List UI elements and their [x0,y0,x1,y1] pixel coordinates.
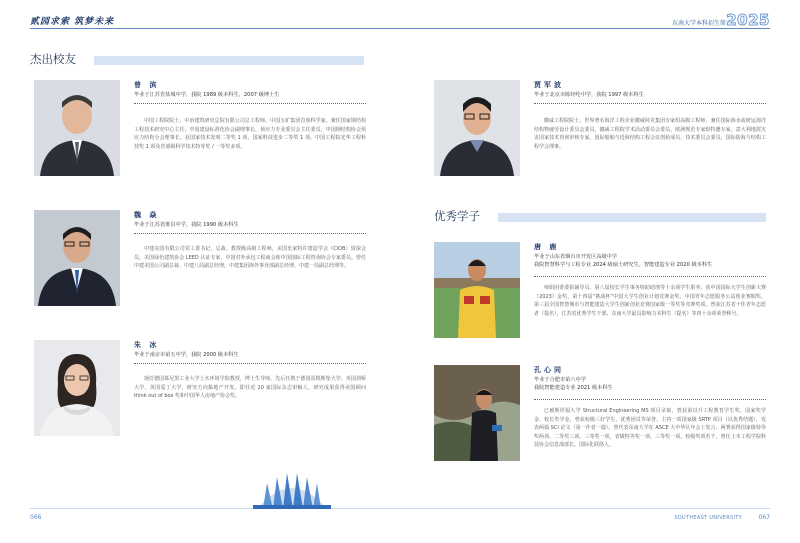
section-title: 杰出校友 [30,52,76,66]
person-meta: 毕业于合肥市第六中学 我院智能建造专业 2021 级本科生 [534,377,613,391]
header-book-title: 东南大学本科招生简章 [671,20,732,27]
person-name: 唐 鹿 [534,243,560,251]
person-photo [434,80,520,176]
person-bio: 已被斯坦福大学 Structural Engineering MS 项目录取，曾获第以升工程教育学生奖、国家奖学金、校长奖学金，曾获校级三好学生、优秀团员等荣誉。主持一项国家级 SRTP 项目（以优秀结题），发表两篇 SCI 论文（第一作者一篇）。曾代表东南大学在 ASCE 大中华区年会上发言，两赛获得国家级特等奖两项、二等奖三项、三等奖一项，省级特等奖一项、三等奖一项，校级奖项若干，曾任土木工程学院科技协会信息部部长、国际化联络人。 [534,408,766,449]
person-photo [34,80,120,176]
person-photo [434,242,520,338]
portrait-icon [434,365,520,461]
footer-rule [400,508,770,509]
person-name: 魏 焱 [134,211,160,219]
section-heading-alumni [30,54,400,66]
portrait-icon [34,340,120,436]
person-meta: 毕业于山东省烟台市开发区高级中学 我院智慧科学与工程专业 2024 级硕士研究生，智能建造专业 2020 级本科生 [534,254,713,268]
dotted-divider [534,103,766,104]
person-photo [434,365,520,461]
person-photo [34,210,120,306]
dotted-divider [134,103,366,104]
page-number: 066 [30,514,42,521]
person-bio: 中建美国有限公司党工委书记、总裁。教授级高级工程师，美国皇家特许建造学会（CIOB）资深会员，美国绿色建筑协会 LEED 认证专家，中国对外承包工程商会和中国国际工程咨询协会专家委员。曾任中建美国公司副总裁、中建八局副总经理，中建集团海外事业部副总经理、中建一局副总经理等。 [134,246,366,270]
person-bio: 徽威工程院院士，世界著名海洋工程企业徽威阿克集团专家组高级工程师，兼任国际海水或研运海洋结构物疲劳设计委员会委员，挪威工程院学术活动委员会委员、欧洲规范专家组特邀专家，意大利地震灾害国家技术咨询审核专家，国际船舶与近海结构工程会议创始成员，技术委员会委员，国际防海与结构工程学会理事。 [534,118,766,150]
section-bar [498,213,766,222]
dotted-divider [534,276,766,277]
portrait-icon [434,80,520,176]
person-meta: 毕业于南京市第五中学，我院 2000 级本科生 [134,352,239,358]
footer-rule [30,508,400,509]
person-bio: 现任德国慕尼黑工业大学土木环境学院教授，博士生导师。先后任教于德国雷根斯堡大学、英国剑桥大学、英国爱丁大学，研究方向黏地产开发。即任近 20 家国际杂志审稿人，研究成果获得美国顾问 think out of box 奖和中国华人房地产协会奖。 [134,376,366,400]
page-number: 067 [758,514,770,521]
dotted-divider [134,363,366,364]
section-bar [94,56,364,65]
person-meta: 毕业于江苏省盐城中学，我院 1989 级本科生，2007 级博士生 [134,92,280,98]
portrait-icon [34,80,120,176]
person-bio: 师姐团委委影铺导员、第八届校长学生事务特助助理等十余项学生职务；获中国国际大学生创新大赛（2023）金奖、第十四届“挑战杯”中国大学生创业计划竞赛金奖、中国青年志愿服务公益创业赛铜奖、第三届全国智慧城市与智能建造大学生创新创业竞赛国家级一等奖等竞赛奖项。曾获江苏省十佳青年志愿者（提名），江苏省优秀学生干部、东南大学最具影响力本科生（提名）等四十余项荣誉称号。 [534,285,766,317]
section-heading-students [434,211,800,223]
portrait-icon [34,210,120,306]
portrait-icon [434,242,520,338]
header-motto: 贰园求索 筑梦未来 [30,17,115,27]
person-photo [34,340,120,436]
footer-university: SOUTHEAST UNIVERSITY [674,515,742,521]
person-name: 孔心同 [534,366,564,374]
person-name: 曾 滨 [134,81,160,89]
fan-emblem-icon [253,469,331,509]
person-meta: 毕业于北京市陈经纶中学，我院 1997 级本科生 [534,92,644,98]
person-name: 朱 冰 [134,341,160,349]
header-rule [400,28,770,29]
header-rule [30,28,400,29]
dotted-divider [134,233,366,234]
person-bio: 中国工程院院士，中冶建筑研究总院有限公司总工程师、中国五矿集团首席科学家。兼任国家钢结构工程技术研究中心主任、中国建设标准化协会副理事长、预应力专业委员会主任委员、中国钢结构协会预应力结构分会理事长。获国家技术发明二等奖 1 项、国家科技进步二等奖 1 项、中国工程院光华工程科技奖 1 项及省部级科学技术特等奖 / 一等奖多项。 [134,118,366,150]
right-page [400,0,800,543]
person-meta: 毕业于江苏省淮县中学，我院 1990 级本科生 [134,222,239,228]
dotted-divider [534,399,766,400]
section-title: 优秀学子 [434,209,480,223]
person-name: 贾军波 [534,81,564,89]
header-year: 2025 [726,11,770,29]
